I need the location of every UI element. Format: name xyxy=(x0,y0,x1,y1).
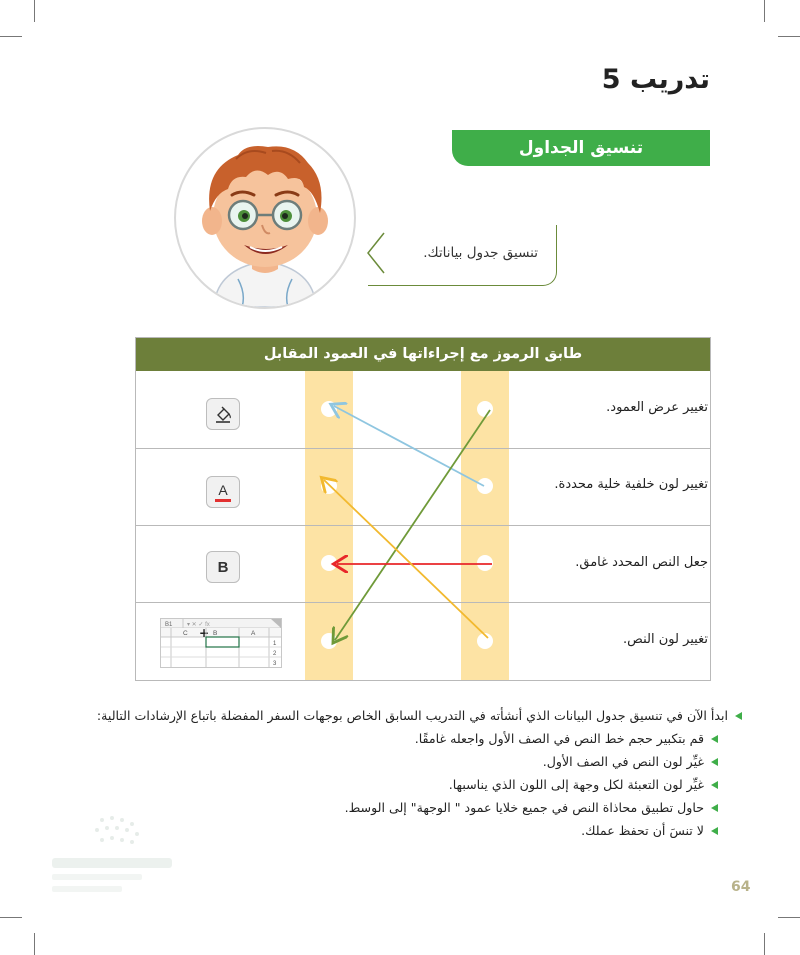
col-header-c: C xyxy=(183,630,188,637)
speech-bubble-text: تنسيق جدول بياناتك. xyxy=(423,245,538,261)
action-label: جعل النص المحدد غامق. xyxy=(575,555,708,570)
action-label: تغيير لون خلفية خلية محددة. xyxy=(554,477,708,492)
svg-text:▾ ✕ ✓ fx: ▾ ✕ ✓ fx xyxy=(187,622,210,628)
row-number: 1 xyxy=(273,641,277,647)
connector-blue xyxy=(334,406,484,486)
action-label: تغيير لون النص. xyxy=(623,632,708,647)
connector-green xyxy=(335,410,490,640)
action-label: تغيير عرض العمود. xyxy=(606,400,708,415)
font-color-letter: A xyxy=(218,482,228,498)
ministry-watermark-logo xyxy=(42,810,182,900)
instruction-item: غيِّر لون التعبئة لكل وجهة إلى اللون الذي يناسبها. xyxy=(82,776,718,794)
bold-letter: B xyxy=(217,558,229,576)
instruction-item: قم بتكبير حجم خط النص في الصف الأول واجعله غامقًا. xyxy=(82,730,718,748)
name-box-text: B1 xyxy=(165,622,173,628)
instruction-item: لا تنسَ أن تحفظ عملك. xyxy=(82,822,718,840)
instruction-item: ابدأ الآن في تنسيق جدول البيانات الذي أنشأته في التدريب السابق الخاص بوجهات السفر المفضلة باتباع الإرشادات التالية: xyxy=(82,707,742,725)
connector-yellow xyxy=(324,480,488,638)
row-number: 2 xyxy=(273,651,277,657)
exercise-title: تدريب 5 xyxy=(601,64,710,95)
table-header-text: طابق الرموز مع إجراءاتها في العمود المقابل xyxy=(263,346,583,362)
section-title: تنسيق الجداول xyxy=(518,138,644,158)
row-number: 3 xyxy=(273,661,277,667)
instruction-item: حاول تطبيق محاذاة النص في جميع خلايا عمود " الوجهة" إلى الوسط. xyxy=(82,799,718,817)
col-header-a: A xyxy=(251,630,256,637)
page-number: 64 xyxy=(731,879,751,895)
instruction-item: غيِّر لون النص في الصف الأول. xyxy=(82,753,718,771)
svg-text:+: + xyxy=(199,626,210,640)
col-header-b: B xyxy=(213,630,218,637)
